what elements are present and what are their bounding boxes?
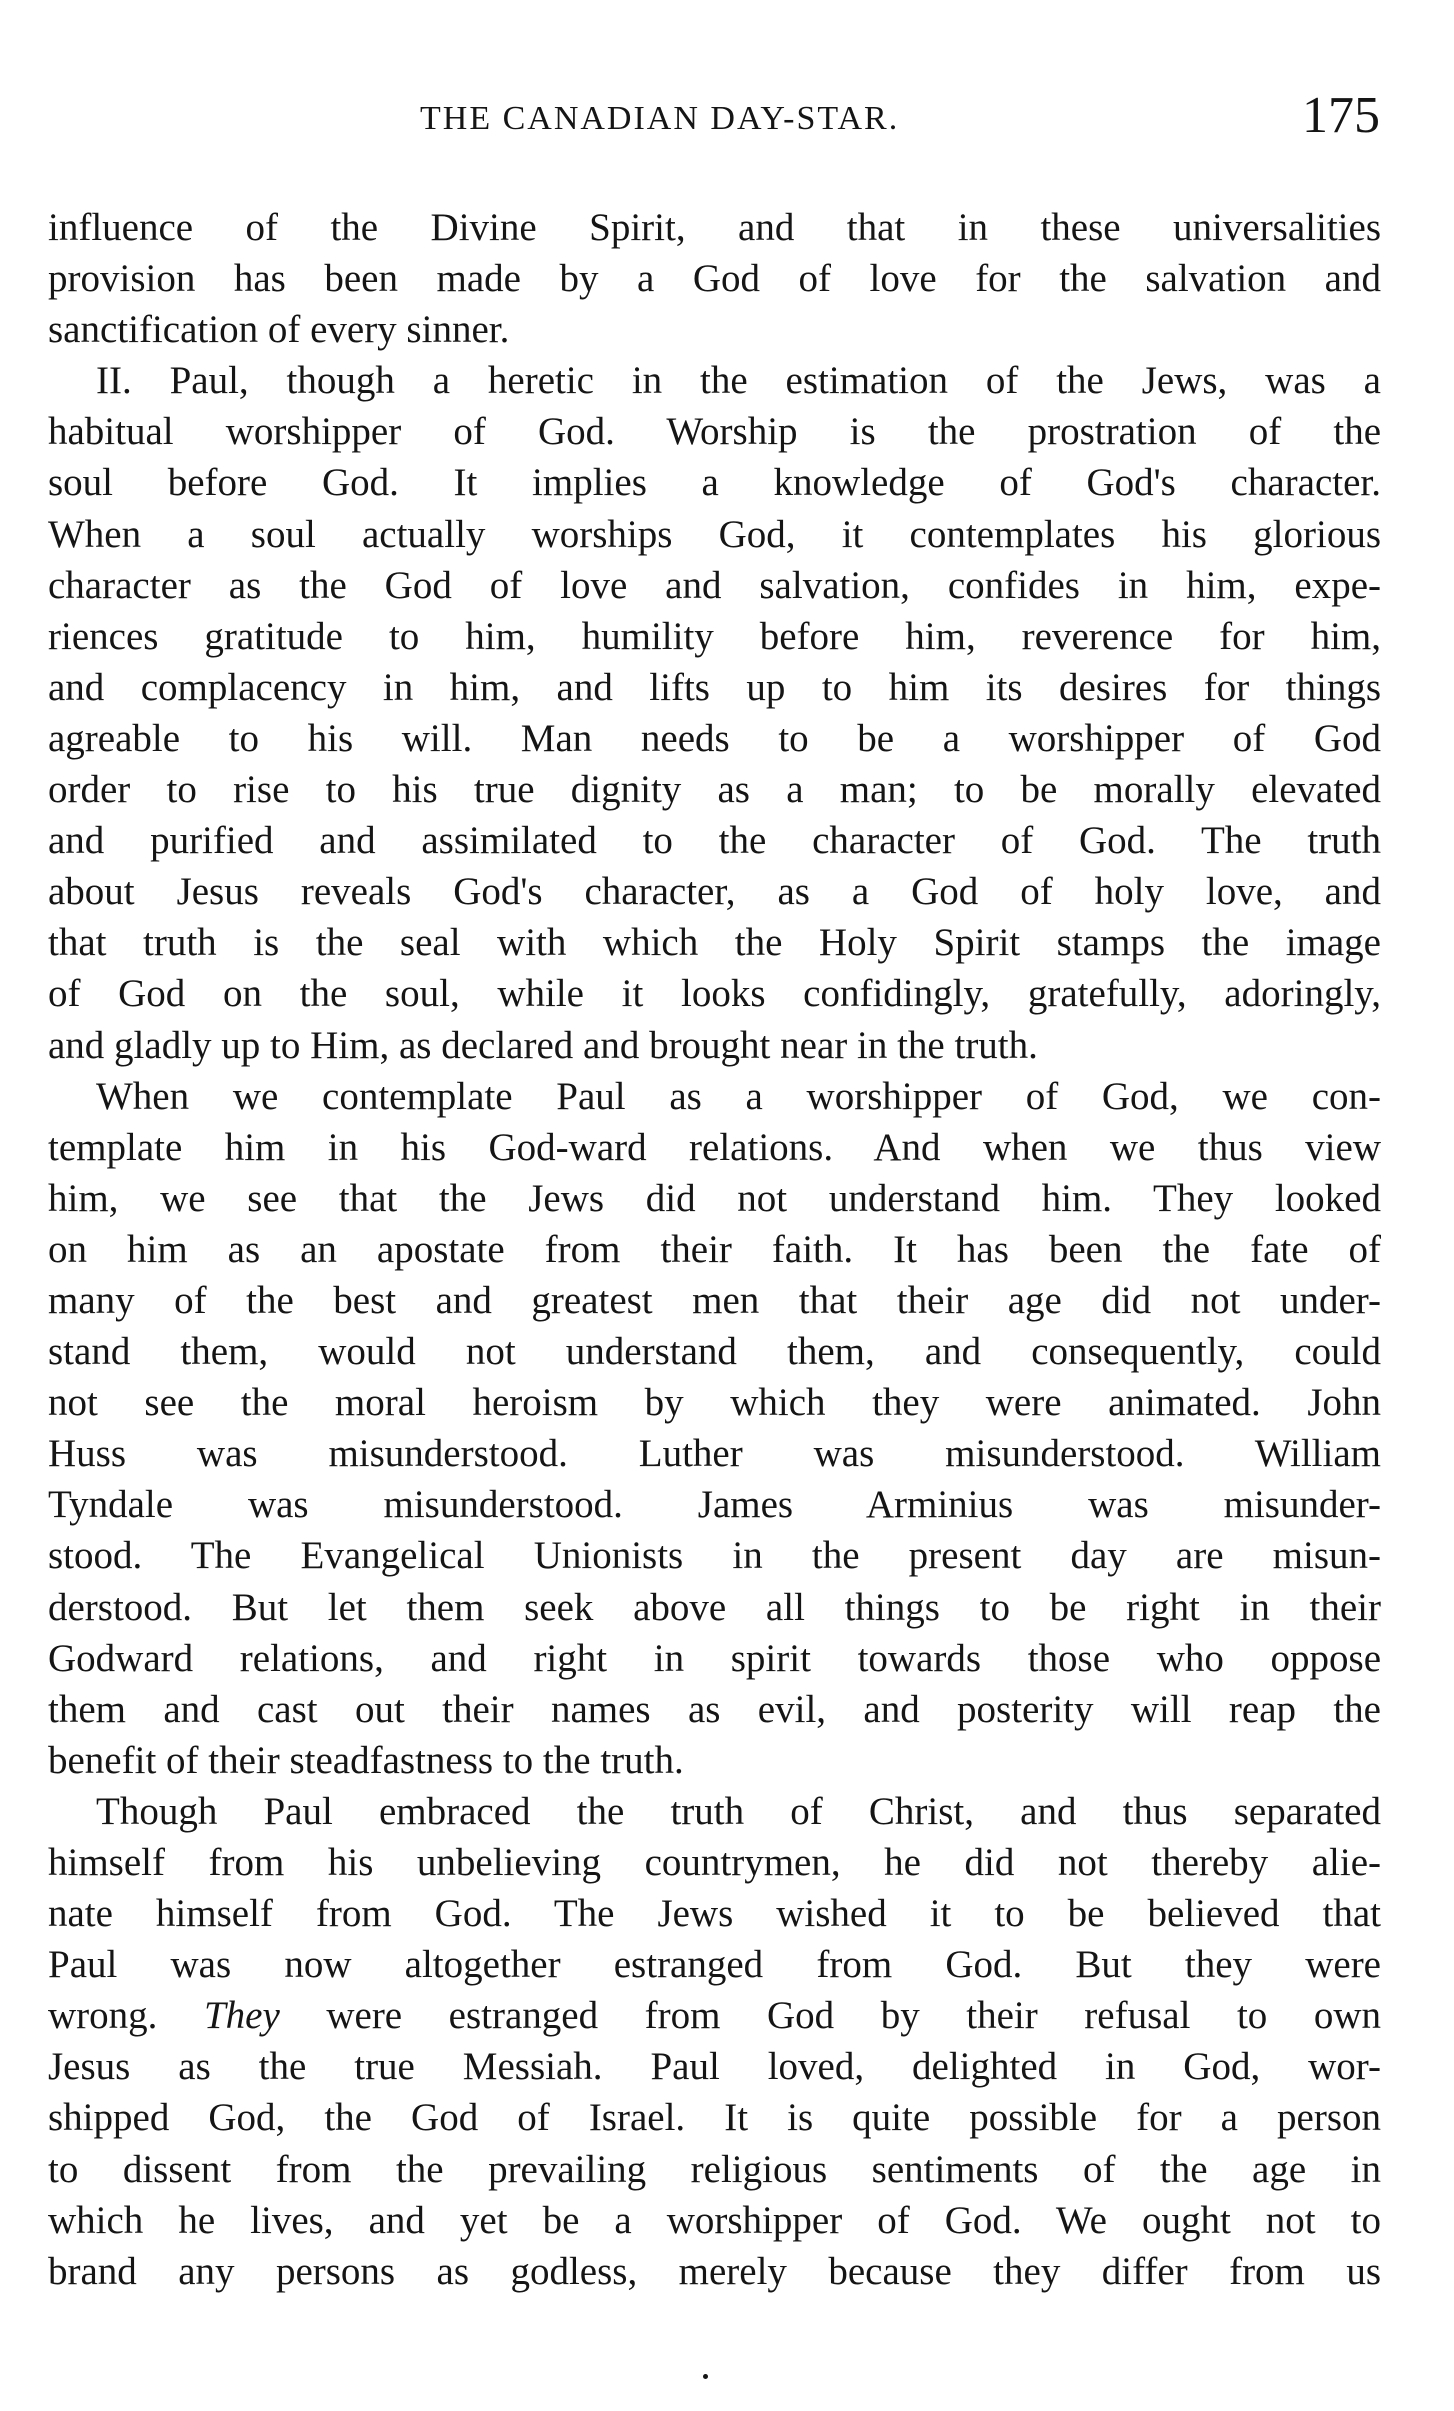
text-line: not see the moral heroism by which they were animated. John: [48, 1381, 1381, 1425]
text-line: Godward relations, and right in spirit towards those who oppose: [48, 1636, 1381, 1680]
text-line: Jesus as the true Messiah. Paul loved, delighted in God, wor-: [48, 2045, 1381, 2089]
text-line: influence of the Divine Spirit, and that in these universalities: [48, 206, 1381, 249]
text-line: order to rise to his true dignity as a man; to be morally elevated: [48, 768, 1381, 812]
text-line: template him in his God-ward relations. And when we thus view: [48, 1125, 1381, 1169]
text-line: and complacency in him, and lifts up to him its desires for things: [48, 665, 1381, 709]
text-line: them and cast out their names as evil, and posterity will reap the: [48, 1687, 1381, 1731]
italic-text-run: They: [203, 1994, 280, 2038]
text-line: of God on the soul, while it looks confidingly, gratefully, adoringly,: [48, 972, 1381, 1016]
text-line: Huss was misunderstood. Luther was misunderstood. William: [48, 1432, 1381, 1476]
text-line: that truth is the seal with which the Holy Spirit stamps the image: [48, 921, 1381, 965]
text-line: which he lives, and yet be a worshipper of God. We ought not to: [48, 2198, 1381, 2242]
text-line: sanctification of every sinner.: [48, 308, 510, 352]
text-line: him, we see that the Jews did not understand him. They looked: [48, 1176, 1381, 1220]
text-line: about Jesus reveals God's character, as a God of holy love, and: [48, 870, 1381, 914]
running-head: THE CANADIAN DAY-STAR.: [420, 100, 900, 137]
text-line: Paul was now altogether estranged from God. But they were: [48, 1943, 1381, 1987]
text-line-mixed: [48, 1990, 1381, 2041]
text-line: Though Paul embraced the truth of Christ, and thus separated: [96, 1789, 1381, 1833]
text-line: on him as an apostate from their faith. It has been the fate of: [48, 1227, 1381, 1271]
text-line: many of the best and greatest men that their age did not under-: [48, 1278, 1381, 1322]
text-line: himself from his unbelieving countrymen, he did not thereby alie-: [48, 1841, 1381, 1884]
text-line: agreable to his will. Man needs to be a worshipper of God: [48, 716, 1381, 760]
text-line: and purified and assimilated to the character of God. The truth: [48, 819, 1381, 863]
text-line: soul before God. It implies a knowledge of God's character.: [48, 461, 1381, 505]
text-run: were estranged from God by their refusal to own: [326, 1994, 1382, 2038]
body-text: [48, 202, 1381, 2297]
text-line: When a soul actually worships God, it contemplates his glorious: [48, 512, 1381, 556]
text-line: to dissent from the prevailing religious sentiments of the age in: [48, 2147, 1381, 2191]
text-line: provision has been made by a God of love for the salvation and: [48, 257, 1381, 301]
text-line: Tyndale was misunderstood. James Arminius was misunder-: [48, 1483, 1381, 1527]
text-line: riences gratitude to him, humility before him, reverence for him,: [48, 614, 1381, 658]
text-line: benefit of their steadfastness to the truth.: [48, 1738, 684, 1782]
text-line: brand any persons as godless, merely because they differ from us: [48, 2249, 1381, 2293]
text-run: wrong.: [48, 1994, 158, 2038]
text-line: stand them, would not understand them, and consequently, could: [48, 1330, 1381, 1374]
text-line: derstood. But let them seek above all things to be right in their: [48, 1585, 1381, 1629]
text-line: stood. The Evangelical Unionists in the present day are misun-: [48, 1534, 1381, 1578]
text-line: When we contemplate Paul as a worshipper of God, we con-: [96, 1074, 1381, 1118]
text-line: habitual worshipper of God. Worship is the prostration of the: [48, 410, 1381, 454]
page-number: 175: [1302, 87, 1380, 144]
page-header: [50, 86, 1390, 156]
text-line: and gladly up to Him, as declared and brought near in the truth.: [48, 1023, 1038, 1067]
text-line: nate himself from God. The Jews wished it to be believed that: [48, 1892, 1381, 1936]
text-line: II. Paul, though a heretic in the estimation of the Jews, was a: [96, 359, 1381, 403]
print-speck: [703, 2374, 708, 2379]
text-line: character as the God of love and salvation, confides in him, expe-: [48, 563, 1381, 607]
text-line: shipped God, the God of Israel. It is quite possible for a person: [48, 2096, 1381, 2140]
